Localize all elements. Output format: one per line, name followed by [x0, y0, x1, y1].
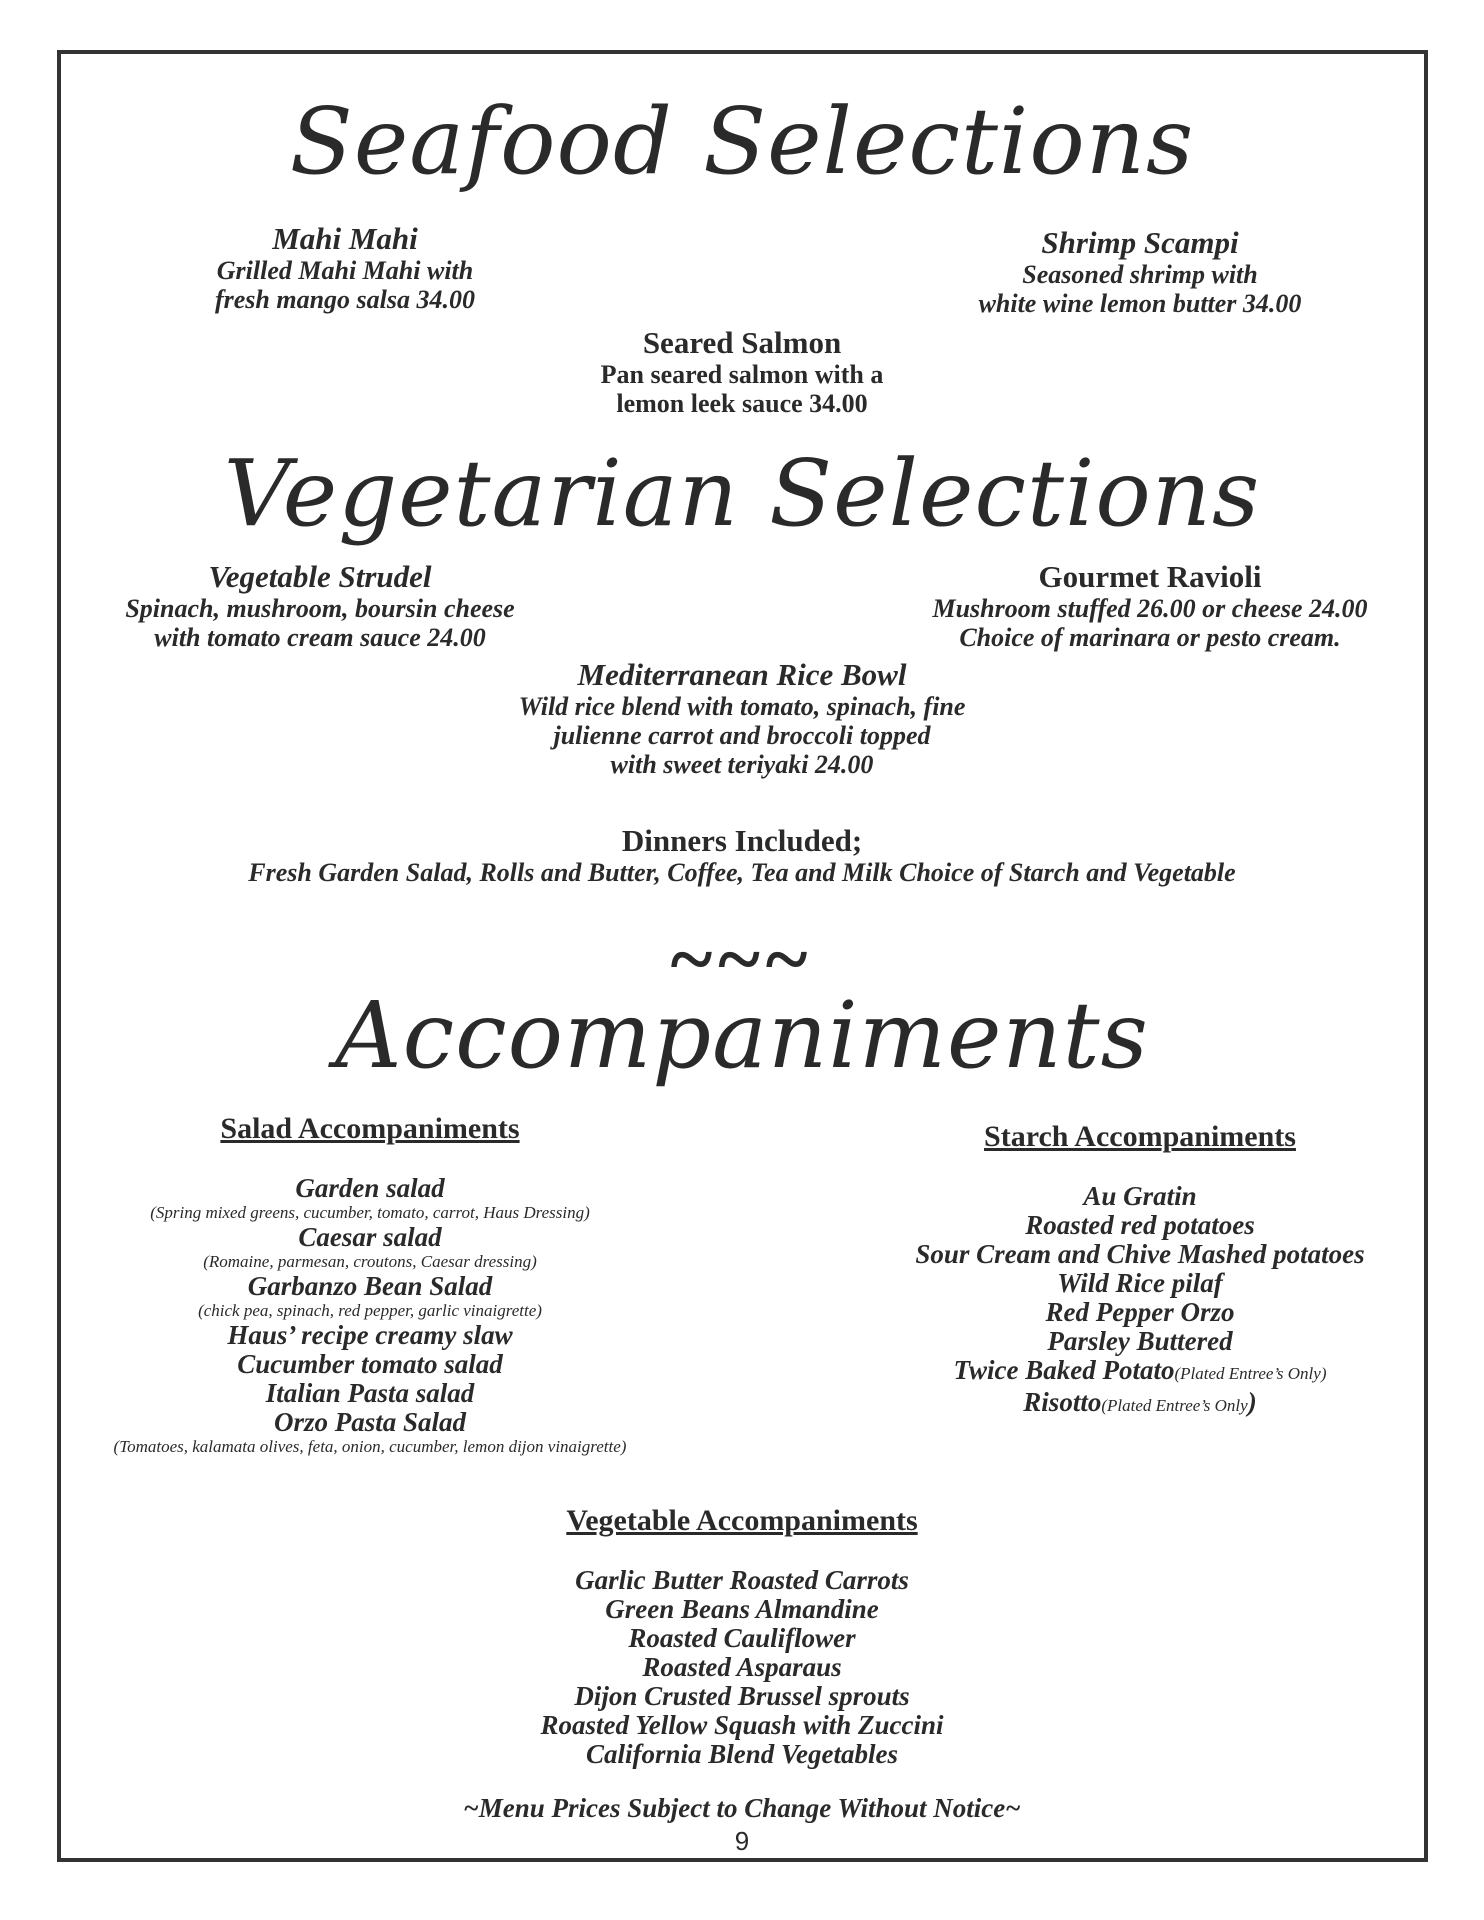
list-item: Caesar salad	[298, 1222, 442, 1252]
list-item	[860, 1356, 1420, 1388]
list-item: Haus’ recipe creamy slaw	[227, 1320, 513, 1350]
list-item: Green Beans Almandine	[605, 1594, 879, 1624]
salad-accompaniments	[70, 1112, 670, 1457]
list-item-note: (Plated Entree’s Only	[1101, 1396, 1248, 1415]
dinners-text: Fresh Garden Salad, Rolls and Butter, Coffee, Tea and Milk Choice of Starch and Vegetable	[248, 858, 1236, 887]
list-item-note: (chick pea, spinach, red pepper, garlic vinaigrette)	[198, 1301, 542, 1320]
item-desc: fresh mango salsa 34.00	[214, 285, 476, 314]
list-item: Dijon Crusted Brussel sprouts	[574, 1681, 910, 1711]
list-item-suffix: )	[1247, 1387, 1257, 1417]
item-title: Shrimp Scampi	[1041, 225, 1239, 260]
list-item	[860, 1388, 1420, 1420]
menu-item-mahi-mahi	[145, 222, 545, 314]
list-item: Garlic Butter Roasted Carrots	[575, 1565, 909, 1595]
item-title: Mahi Mahi	[272, 221, 418, 256]
item-desc: Spinach, mushroom, boursin cheese	[125, 594, 515, 623]
list-item: Garden salad	[295, 1173, 445, 1203]
vegetarian-heading: Vegetarian Selections	[223, 440, 1261, 547]
list-item-name: Risotto	[1023, 1387, 1102, 1417]
item-desc: Mushroom stuffed 26.00 or cheese 24.00	[932, 594, 1368, 623]
item-desc: Wild rice blend with tomato, spinach, fine	[518, 692, 966, 721]
item-desc: julienne carrot and broccoli topped	[553, 721, 931, 750]
item-desc: Pan seared salmon with a	[600, 360, 884, 389]
list-item: Sour Cream and Chive Mashed potatoes	[915, 1239, 1365, 1269]
item-desc: Seasoned shrimp with	[1022, 260, 1258, 289]
starch-heading: Starch Accompaniments	[984, 1120, 1296, 1153]
list-item: Roasted red potatoes	[1025, 1210, 1255, 1240]
item-desc: white wine lemon butter 34.00	[978, 289, 1302, 318]
list-item: Wild Rice pilaf	[1057, 1268, 1223, 1298]
menu-item-vegetable-strudel	[80, 560, 560, 652]
page-number: 9	[734, 1826, 750, 1856]
menu-item-mediterranean-rice-bowl	[422, 658, 1062, 779]
menu-item-shrimp-scampi	[930, 226, 1350, 318]
vegetable-accompaniments	[392, 1504, 1092, 1769]
menu-item-gourmet-ravioli	[890, 560, 1410, 652]
list-item-name: Twice Baked Potato	[953, 1355, 1175, 1385]
decorative-divider: ~~~	[670, 916, 814, 1004]
item-desc: lemon leek sauce 34.00	[616, 389, 868, 418]
vegetable-heading: Vegetable Accompaniments	[566, 1504, 918, 1537]
list-item-note: (Tomatoes, kalamata olives, feta, onion, cucumber, lemon dijon vinaigrette)	[113, 1437, 627, 1456]
list-item-note: (Romaine, parmesan, croutons, Caesar dressing)	[203, 1252, 537, 1271]
item-title: Gourmet Ravioli	[1038, 559, 1262, 594]
list-item: Roasted Asparaus	[642, 1652, 842, 1682]
menu-item-seared-salmon	[542, 326, 942, 418]
list-item: California Blend Vegetables	[585, 1739, 899, 1769]
list-item: Au Gratin	[1083, 1181, 1197, 1211]
list-item: Orzo Pasta Salad	[273, 1407, 467, 1437]
salad-heading: Salad Accompaniments	[220, 1112, 520, 1145]
price-notice: ~Menu Prices Subject to Change Without Notice~	[463, 1793, 1021, 1823]
item-desc: with tomato cream sauce 24.00	[154, 623, 486, 652]
list-item: Roasted Cauliflower	[628, 1623, 856, 1653]
list-item: Red Pepper Orzo	[1045, 1297, 1235, 1327]
list-item: Roasted Yellow Squash with Zuccini	[540, 1710, 944, 1740]
item-desc: Grilled Mahi Mahi with	[216, 256, 474, 285]
list-item: Cucumber tomato salad	[237, 1349, 503, 1379]
item-desc: with sweet teriyaki 24.00	[610, 750, 874, 779]
seafood-heading: Seafood Selections	[289, 88, 1195, 195]
list-item-note: (Spring mixed greens, cucumber, tomato, carrot, Haus Dressing)	[150, 1203, 590, 1222]
accompaniments-heading: Accompaniments	[335, 982, 1149, 1089]
list-item: Parsley Buttered	[1047, 1326, 1233, 1356]
item-title: Mediterranean Rice Bowl	[577, 657, 907, 692]
list-item-note: (Plated Entree’s Only)	[1174, 1364, 1327, 1383]
starch-accompaniments	[860, 1120, 1420, 1420]
dinners-included	[60, 824, 1424, 887]
item-desc: Choice of marinara or pesto cream.	[959, 623, 1341, 652]
dinners-title: Dinners Included;	[621, 823, 863, 858]
item-title: Vegetable Strudel	[208, 559, 432, 594]
item-title: Seared Salmon	[642, 325, 842, 360]
list-item: Italian Pasta salad	[265, 1378, 475, 1408]
list-item: Garbanzo Bean Salad	[247, 1271, 493, 1301]
